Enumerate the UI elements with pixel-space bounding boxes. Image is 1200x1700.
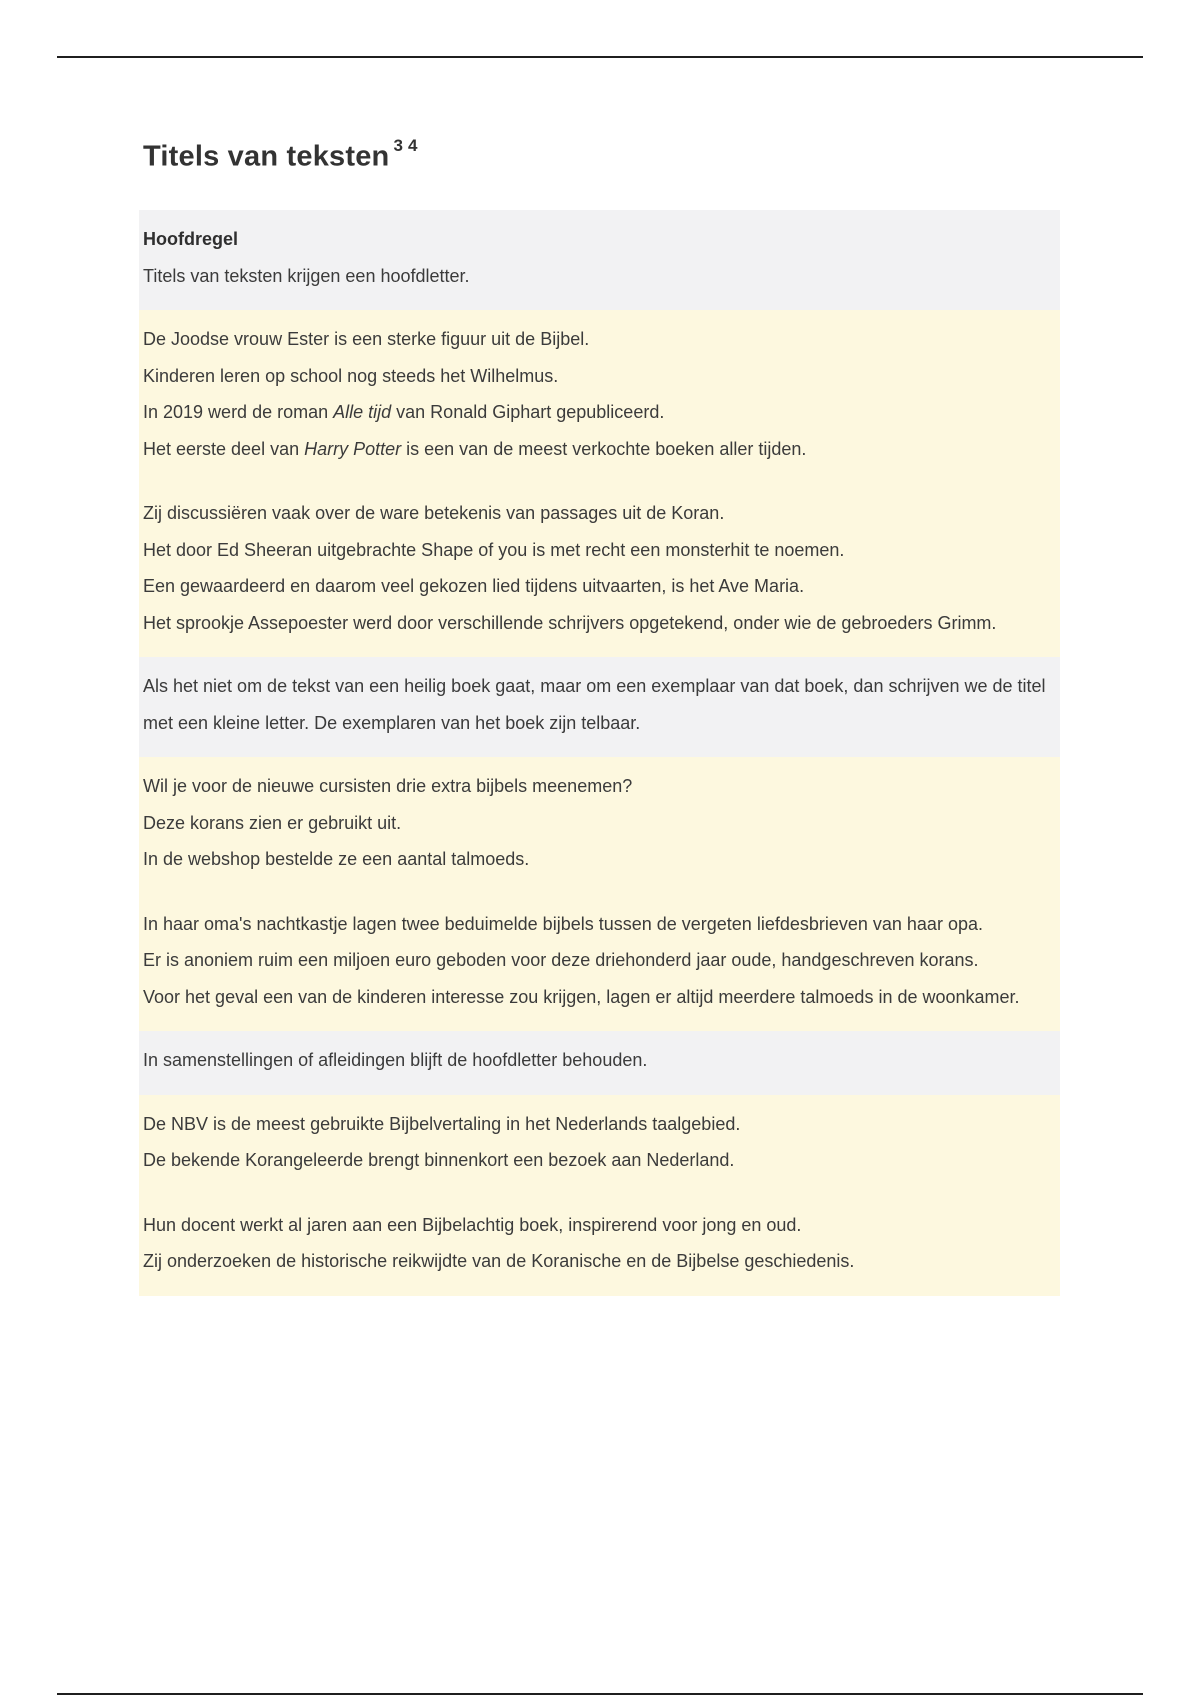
sentence-fragment: van Ronald Giphart gepubliceerd. (391, 402, 665, 422)
group-spacer (143, 878, 1060, 906)
rule-text: Als het niet om de tekst van een heilig boek gaat, maar om een exemplaar van dat boek, dan schrijven we de titel met een kleine letter. De exemplaren van het boek zijn telbaar. (143, 676, 1046, 733)
example-sentence: Zij onderzoeken de historische reikwijdte van de Koranische en de Bijbelse geschiedenis. (143, 1251, 855, 1271)
example-sentence: In haar oma's nachtkastje lagen twee beduimelde bijbels tussen de vergeten liefdesbrieven van haar opa. (143, 913, 983, 934)
title-footnote-refs: 3 4 (393, 136, 418, 155)
example-sentence (143, 394, 1060, 431)
footer-rule (57, 1693, 1143, 1695)
rule-block (139, 210, 1060, 310)
sentence-fragment: In 2019 werd de roman (143, 402, 334, 422)
header-rule (57, 56, 1143, 58)
sentence-fragment: is een van de meest verkochte boeken aller tijden. (401, 438, 807, 459)
example-sentence: De Joodse vrouw Ester is een sterke figuur uit de Bijbel. (143, 329, 590, 349)
example-sentence: Er is anoniem ruim een miljoen euro geboden voor deze driehonderd jaar oude, handgeschreven korans. (143, 950, 979, 970)
italic-title: Harry Potter (304, 438, 402, 459)
example-sentence (143, 431, 1060, 468)
example-block (139, 757, 1060, 1031)
example-block (139, 310, 1060, 657)
example-sentence: Zij discussiëren vaak over de ware betekenis van passages uit de Koran. (143, 503, 725, 523)
example-sentence: Kinderen leren op school nog steeds het Wilhelmus. (143, 365, 559, 386)
example-sentence: Het door Ed Sheeran uitgebrachte Shape of you is met recht een monsterhit te noemen. (143, 539, 845, 560)
example-sentence: Een gewaardeerd en daarom veel gekozen lied tijdens uitvaarten, is het Ave Maria. (143, 576, 805, 596)
example-sentence: Hun docent werkt al jaren aan een Bijbelachtig boek, inspirerend voor jong en oud. (143, 1214, 802, 1235)
group-spacer (143, 467, 1060, 495)
rules-content (139, 210, 1060, 1296)
example-sentence: In de webshop bestelde ze een aantal talmoeds. (143, 849, 530, 869)
rule-block (139, 657, 1060, 757)
rule-text: Titels van teksten krijgen een hoofdletter. (143, 265, 470, 286)
rule-heading: Hoofdregel (143, 229, 239, 249)
rule-text: In samenstellingen of afleidingen blijft de hoofdletter behouden. (143, 1050, 648, 1070)
example-sentence: De bekende Korangeleerde brengt binnenkort een bezoek aan Nederland. (143, 1150, 735, 1170)
example-sentence: Voor het geval een van de kinderen interesse zou krijgen, lagen er altijd meerdere talmoeds in de woonkamer. (143, 986, 1020, 1007)
example-sentence: Deze korans zien er gebruikt uit. (143, 812, 402, 833)
page-title (143, 136, 418, 174)
rule-block (139, 1031, 1060, 1095)
example-sentence: Wil je voor de nieuwe cursisten drie extra bijbels meenemen? (143, 776, 633, 796)
example-sentence: De NBV is de meest gebruikte Bijbelvertaling in het Nederlands taalgebied. (143, 1113, 741, 1134)
example-sentence: Het sprookje Assepoester werd door verschillende schrijvers opgetekend, onder wie de gebroeders Grimm. (143, 612, 997, 633)
italic-title: Alle tijd (333, 402, 392, 422)
sentence-fragment: Het eerste deel van (143, 438, 305, 459)
example-block (139, 1095, 1060, 1296)
page-title-text: Titels van teksten (143, 140, 390, 173)
group-spacer (143, 1179, 1060, 1207)
